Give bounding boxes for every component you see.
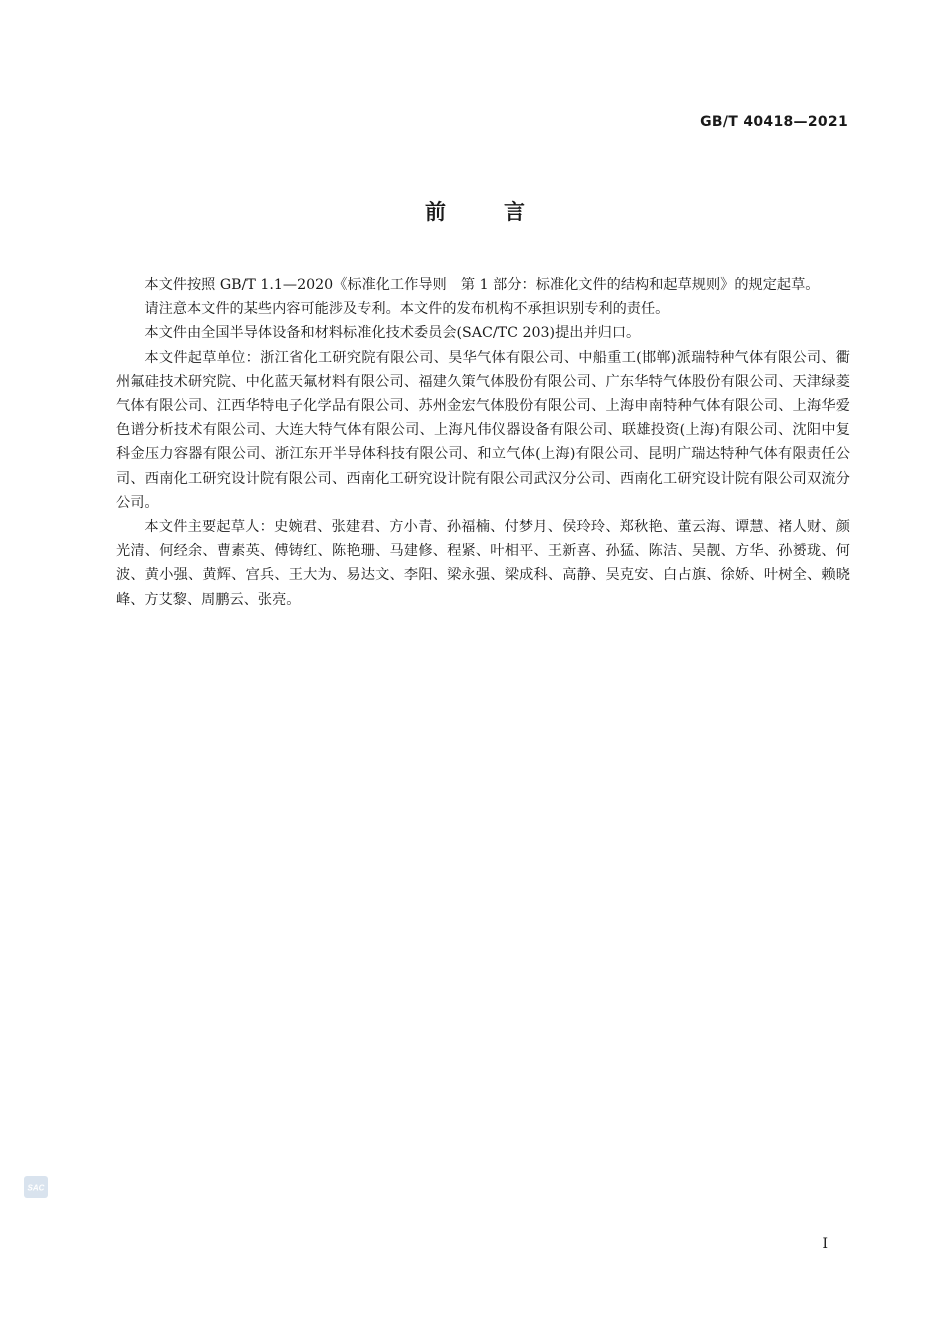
page-title: 前言 bbox=[425, 200, 583, 224]
sac-watermark-logo bbox=[24, 1176, 48, 1198]
page-number: I bbox=[822, 1236, 828, 1252]
paragraph-drafting-units: 本文件起草单位：浙江省化工研究院有限公司、昊华气体有限公司、中船重工(邯郸)派瑞特种气体有限公司、衢州氟硅技术研究院、中化蓝天氟材料有限公司、福建久策气体股份有限公司、广东华特气体股份有限公司、天津绿菱气体有限公司、江西华特电子化学品有限公司、苏州金宏气体股份有限公司、上海申南特种气体有限公司、上海华爱色谱分析技术有限公司、大连大特气体有限公司、上海凡伟仪器设备有限公司、联雄投资(上海)有限公司、沈阳中复科金压力容器有限公司、浙江东开半导体科技有限公司、和立气体(上海)有限公司、昆明广瑞达特种气体有限责任公司、西南化工研究设计院有限公司、西南化工研究设计院有限公司武汉分公司、西南化工研究设计院有限公司双流分公司。 bbox=[116, 349, 850, 511]
paragraph-drafters: 本文件主要起草人：史婉君、张建君、方小青、孙福楠、付梦月、侯玲玲、郑秋艳、董云海、谭慧、褚人财、颜光清、何经余、曹素英、傅铸红、陈艳珊、马建修、程紧、叶相平、王新喜、孙猛、陈洁、吴靓、方华、孙赟珑、何波、黄小强、黄辉、宫兵、王大为、易达文、李阳、梁永强、梁成科、高静、吴克安、白占旗、徐娇、叶树全、赖晓峰、方艾黎、周鹏云、张亮。 bbox=[116, 519, 850, 608]
paragraph-patent-notice: 请注意本文件的某些内容可能涉及专利。本文件的发布机构不承担识别专利的责任。 bbox=[144, 301, 670, 318]
preface-body bbox=[116, 273, 850, 612]
paragraph-proposer: 本文件由全国半导体设备和材料标准化技术委员会(SAC/TC 203)提出并归口。 bbox=[144, 325, 641, 342]
paragraph-drafting-rules: 本文件按照 GB/T 1.1—2020《标准化工作导则 第 1 部分：标准化文件的结构和起草规则》的规定起草。 bbox=[144, 277, 820, 293]
sac-watermark-text: SAC bbox=[27, 1183, 45, 1193]
standard-number: GB/T 40418—2021 bbox=[700, 114, 848, 130]
